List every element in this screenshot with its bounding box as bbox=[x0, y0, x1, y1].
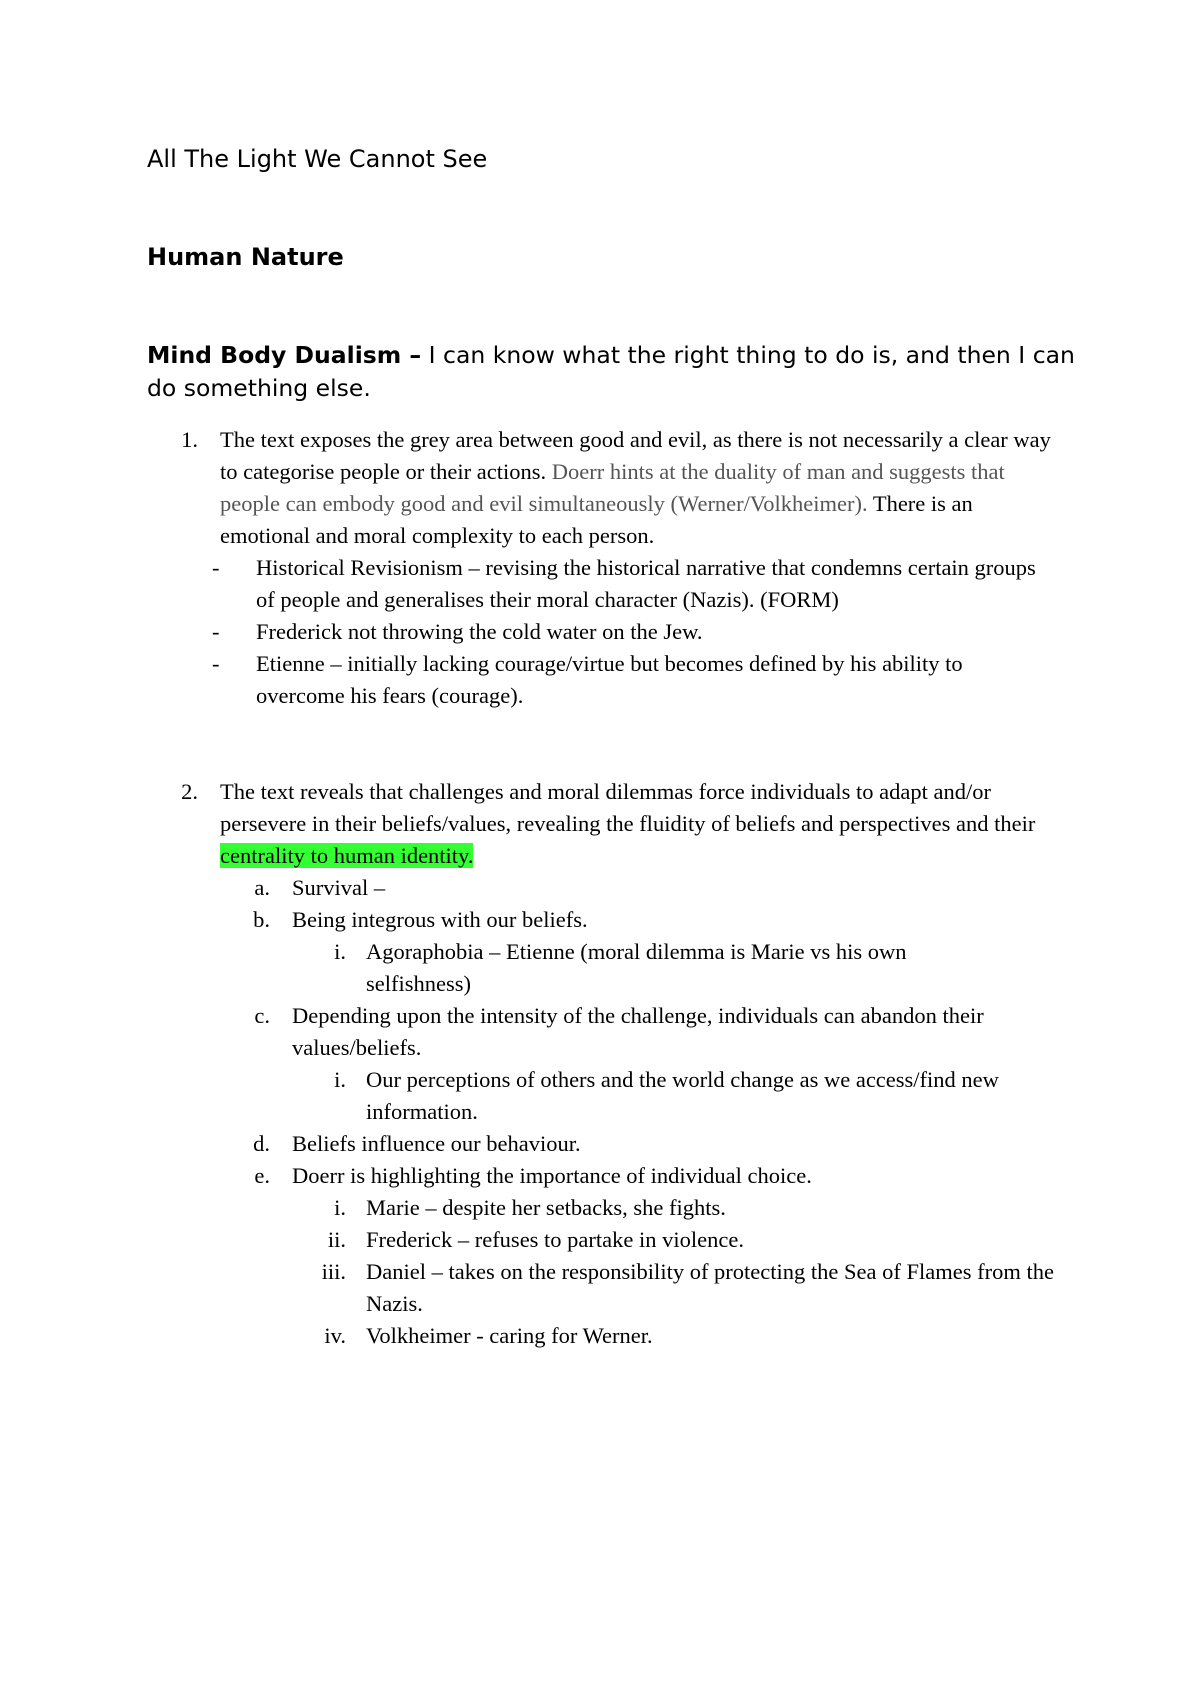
document-title: All The Light We Cannot See bbox=[147, 145, 488, 173]
bullet-item: Frederick not throwing the cold water on the Jew. bbox=[256, 619, 703, 644]
bullet-marker: - bbox=[212, 651, 220, 676]
subheading-text: I can know what the right thing to do is, and then I can do something else. bbox=[147, 341, 1075, 402]
roman-marker: i. bbox=[334, 1067, 346, 1092]
sub-marker-d: d. bbox=[253, 1131, 270, 1156]
section-heading: Human Nature bbox=[147, 243, 344, 271]
roman-item: Our perceptions of others and the world change as we access/find new information. bbox=[366, 1067, 999, 1124]
sub-item-c: Depending upon the intensity of the challenge, individuals can abandon their values/beliefs. bbox=[292, 1003, 984, 1060]
list-item-2 bbox=[220, 776, 1070, 872]
bullet-marker: - bbox=[212, 619, 220, 644]
roman-marker: i. bbox=[334, 939, 346, 964]
subheading bbox=[147, 339, 1077, 405]
subheading-bold: Mind Body Dualism – bbox=[147, 341, 422, 369]
list-item-1 bbox=[220, 424, 1060, 552]
roman-marker: iii. bbox=[321, 1259, 346, 1284]
list-marker-2: 2. bbox=[181, 779, 198, 804]
point1-text-grey: Doerr hints at the duality of man and suggests that people can embody good and evil simultaneously (Werner/Volkheimer). bbox=[220, 459, 1005, 516]
roman-item: Frederick – refuses to partake in violence. bbox=[366, 1227, 744, 1252]
sub-marker-e: e. bbox=[254, 1163, 270, 1188]
point1-text-a: The text exposes the grey area between good and evil, as there is not necessarily a clear way to categorise people or their actions. bbox=[220, 427, 1051, 484]
roman-item: Agoraphobia – Etienne (moral dilemma is Marie vs his own selfishness) bbox=[366, 939, 907, 996]
sub-item-a: Survival – bbox=[292, 875, 386, 900]
sub-item-b: Being integrous with our beliefs. bbox=[292, 907, 588, 932]
sub-item-d: Beliefs influence our behaviour. bbox=[292, 1131, 581, 1156]
roman-item: Marie – despite her setbacks, she fights. bbox=[366, 1195, 726, 1220]
sub-marker-a: a. bbox=[254, 875, 270, 900]
sub-marker-c: c. bbox=[254, 1003, 270, 1028]
bullet-marker: - bbox=[212, 555, 220, 580]
sub-marker-b: b. bbox=[253, 907, 270, 932]
sub-item-e: Doerr is highlighting the importance of individual choice. bbox=[292, 1163, 812, 1188]
roman-marker: iv. bbox=[324, 1323, 346, 1348]
roman-marker: i. bbox=[334, 1195, 346, 1220]
roman-item: Daniel – takes on the responsibility of protecting the Sea of Flames from the Nazis. bbox=[366, 1259, 1054, 1316]
point1-text-b: There is an emotional and moral complexity to each person. bbox=[220, 491, 973, 548]
list-marker-1: 1. bbox=[181, 427, 198, 452]
bullet-item: Historical Revisionism – revising the historical narrative that condemns certain groups of people and generalises their moral character (Nazis). (FORM) bbox=[256, 555, 1036, 612]
roman-marker: ii. bbox=[327, 1227, 346, 1252]
roman-item: Volkheimer - caring for Werner. bbox=[366, 1323, 653, 1348]
highlighted-text: centrality to human identity. bbox=[220, 843, 474, 868]
point2-text-a: The text reveals that challenges and moral dilemmas force individuals to adapt and/or persevere in their beliefs/values, revealing the fluidity of beliefs and perspectives and their bbox=[220, 779, 1036, 836]
bullet-item: Etienne – initially lacking courage/virtue but becomes defined by his ability to overcome his fears (courage). bbox=[256, 651, 963, 708]
